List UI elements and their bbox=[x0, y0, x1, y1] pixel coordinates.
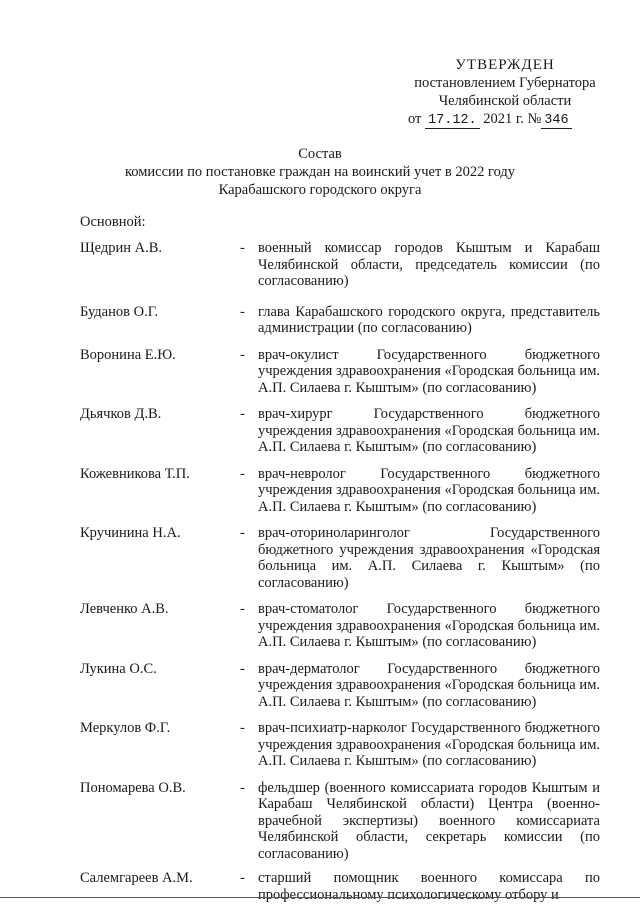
member-name: Кожевникова Т.П. bbox=[80, 465, 190, 482]
document-heading bbox=[60, 145, 580, 199]
approval-line-1: постановлением Губернатора bbox=[414, 75, 596, 91]
member-row bbox=[80, 870, 600, 903]
member-role: врач-дерматолог Государственного бюджетного учреждения здравоохранения «Городская больница им. А.П. Силаева г. Кыштым» (по согласованию) bbox=[258, 660, 600, 710]
member-role: врач-психиатр-нарколог Государственного бюджетного учреждения здравоохранения «Городская больница им. А.П. Силаева г. Кыштым» (по согласованию) bbox=[258, 720, 600, 769]
member-role: фельдшер (военного комиссариата городов Кыштым и Карабаш Челябинской области) Центра (военно-врачебной экспертизы) военного комиссариата Челябинской области, секретарь комиссии (по согласованию) bbox=[258, 779, 600, 862]
member-name: Пономарева О.В. bbox=[80, 779, 186, 796]
member-role: врач-оториноларинголог Государственного бюджетного учреждения здравоохранения «Городская больница им. А.П. Силаева г. Кыштым» (по согласованию) bbox=[258, 525, 600, 591]
member-dash: - bbox=[240, 601, 245, 617]
member-role: глава Карабашского городского округа, представитель администрации (по согласованию) bbox=[258, 303, 600, 336]
member-dash: - bbox=[240, 240, 245, 256]
date-prefix: от bbox=[408, 111, 422, 127]
member-name: Лукина О.С. bbox=[80, 660, 157, 677]
member-name: Воронина Е.Ю. bbox=[80, 346, 176, 363]
member-dash: - bbox=[240, 779, 245, 796]
heading-line-2: комиссии по постановке граждан на воинский учет в 2022 году bbox=[124, 164, 516, 180]
date-value: 17.12. bbox=[425, 113, 480, 129]
approval-block bbox=[400, 56, 610, 130]
member-dash: - bbox=[240, 660, 245, 677]
member-name: Салемгареев А.М. bbox=[80, 870, 193, 886]
heading-line-1: Состав bbox=[298, 146, 342, 162]
member-row bbox=[80, 661, 600, 711]
member-name: Буданов О.Г. bbox=[80, 303, 159, 320]
approval-line-2: Челябинской области bbox=[438, 93, 572, 109]
member-row bbox=[80, 240, 600, 290]
member-row bbox=[80, 780, 600, 863]
member-row bbox=[80, 466, 600, 516]
member-role: военный комиссар городов Кыштым и Карабаш Челябинской области, председатель комиссии (по согласованию) bbox=[258, 240, 600, 289]
member-row bbox=[80, 720, 600, 770]
member-row bbox=[80, 601, 600, 651]
date-year: 2021 г. № bbox=[483, 111, 542, 127]
member-dash: - bbox=[240, 465, 245, 482]
member-dash: - bbox=[240, 720, 245, 736]
member-dash: - bbox=[240, 525, 245, 541]
approval-title: УТВЕРЖДЕН bbox=[455, 57, 555, 73]
member-dash: - bbox=[240, 870, 245, 886]
member-role: врач-хирург Государственного бюджетного учреждения здравоохранения «Городская больница им. А.П. Силаева г. Кыштым» (по согласованию) bbox=[258, 406, 600, 455]
page-edge-line bbox=[0, 897, 640, 898]
member-name: Меркулов Ф.Г. bbox=[80, 720, 171, 736]
member-name: Дьячков Д.В. bbox=[80, 406, 162, 422]
decree-number: 346 bbox=[541, 113, 571, 129]
member-role: старший помощник военного комиссара по профессиональному психологическому отбору и bbox=[258, 870, 600, 903]
member-row bbox=[80, 525, 600, 591]
heading-line-3: Карабашского городского округа bbox=[218, 182, 422, 198]
member-role: врач-невролог Государственного бюджетного учреждения здравоохранения «Городская больница им. А.П. Силаева г. Кыштым» (по согласованию) bbox=[258, 465, 600, 515]
member-name: Левченко А.В. bbox=[80, 601, 169, 617]
member-role: врач-окулист Государственного бюджетного учреждения здравоохранения «Городская больница им. А.П. Силаева г. Кыштым» (по согласованию) bbox=[258, 346, 600, 396]
section-label: Основной: bbox=[80, 214, 146, 230]
approval-date-line bbox=[400, 110, 610, 130]
member-row bbox=[80, 406, 600, 456]
member-role: врач-стоматолог Государственного бюджетного учреждения здравоохранения «Городская больница им. А.П. Силаева г. Кыштым» (по согласованию) bbox=[258, 601, 600, 650]
member-row bbox=[80, 347, 600, 397]
member-dash: - bbox=[240, 303, 245, 320]
member-name: Щедрин А.В. bbox=[80, 240, 163, 256]
member-name: Кручинина Н.А. bbox=[80, 525, 181, 541]
members-list bbox=[80, 230, 600, 903]
member-row bbox=[80, 304, 600, 337]
member-dash: - bbox=[240, 346, 245, 363]
member-dash: - bbox=[240, 406, 245, 422]
